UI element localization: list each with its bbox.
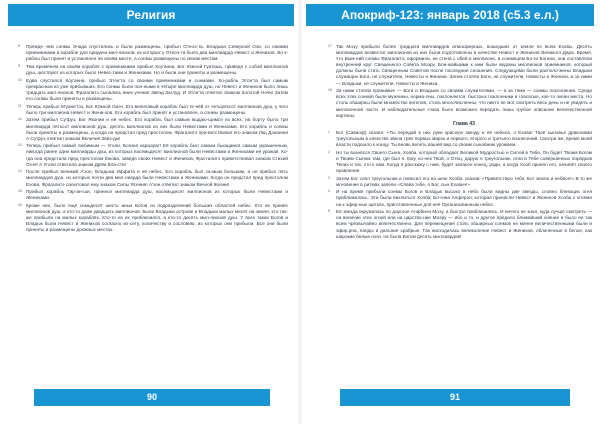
verse-text: Затем прибыл Су'фуз, Бог Яконии и её небес. Его корабль был самым выдаю-щимся из всех, на борту было три миллиарда пятьсот миллионов душ, десять миллионов из них были Невестами и Женихами. Его корабль и сонмы были приняты и размещены, а когда он предстал пред престолом, Фрагалитэ при-ветствовал его знаком Ліщ Дзнанни! А Су'фуз ответил знаком Величия Звёз-ды! [26, 117, 288, 141]
verse-number: 11 [18, 103, 22, 108]
verse [328, 149, 592, 174]
verse-text: Теперь прибыл самый любимым — Уголи, Богиня караорат! Её корабль был самым бьющимся самым украшенным, никогда ранее одни миллиарды душ, из которых восемьдесят миллионов были Невестами и Женихами её урожая. Ко-гда она предстала пред престолом Ежова, заведя своих Невест и Женихов, Фра-галитэ приветствовал знаком Стихий Огня! А Уголи ответила знаком Дрём Вла-сти! [26, 143, 288, 167]
verse-number: 4 [328, 189, 330, 194]
verse [328, 129, 592, 148]
left-page [0, 0, 298, 424]
verse-text: Прибыл корабль Гир-ан-ши, принеся миллиарда душ, восемьдесят миллионов из которых были Невестами и Женихами. [26, 189, 288, 201]
verse-number: 8 [18, 44, 20, 48]
verse-text: Прежде чем сонмы Эчада спустились и были размещены, прибыл Отеоэ-та, Владыка Северной Оэи, со своими приемниками в корабле для придачи мил-лионов, из которых у Отеоэ-та было два миллиарда Невест и Женихов. Во к-раблы был принят и установлен на своём месте, а сонмы размещены по своим местам. [26, 44, 288, 62]
verse-number: 5 [328, 209, 330, 214]
verse-text: После прибыл великий А'зон, Владыка Иффита и её небес. Его корабль был са-мым большим, и он прибыл пять миллиардов душ, из которых почти два мил-лиарда были Невестами и Женихами. Когда он предстал пред престолом Ехова, Фрагалитэ салютовал ему знаком Силы Ясения! А'зон ответил знаком Вечной Жизни! [26, 169, 288, 187]
verse [18, 44, 288, 62]
verse-number: 14 [18, 169, 22, 174]
verse-text: Тем временем на своём корабле с приемниками прибыл Коу'анна, Бог Южной Гуаташь, приведя с собой миллионов душ, шествуют из которых было Невес-тами и Женихами. Но и были они приняты и размещены. [26, 63, 288, 75]
right-page-content [328, 44, 592, 384]
verse-number: 9 [18, 63, 20, 68]
verse-number: 18 [328, 88, 332, 93]
verse-number: 2 [328, 149, 330, 154]
verse-text: И на время прибыли сонмы Богов и Владык высоко в небо были видны две звезды, словно блеющих огня приближались. Эти были вихлиться Хоэба; Бо-гина Алферон, которая принесли Невест и Женихов Хоэба с огнями на к эфир-ных щетках, приготовленные для неё Организованным небес. [336, 189, 592, 207]
verse-number: 13 [18, 143, 22, 148]
verse [18, 103, 288, 116]
verse [18, 143, 288, 167]
right-page [302, 0, 600, 424]
verse-number: 12 [18, 117, 22, 122]
verse-number: 16 [18, 203, 22, 207]
verse-number: 15 [18, 189, 22, 194]
verse [328, 88, 592, 118]
left-page-content [18, 44, 288, 384]
verse-text: Но ты вознёсся Своего Сына, Хоаба, который обладает Великой Мудростью и Силой в Тебе. Он будет Твоим Богом и Твоим Сыном там, где был я. Ему, ко-нек Твой, о Отец, дарую я треугольник, огни в Тебе совершенных порядков Твоих и тех, кто к нам. Когда я расскажу с ним, будет запасен конец, ради, а когда Хоэб принял его, начинёт своего правления. [336, 149, 592, 173]
right-page-number: 91 [340, 389, 570, 406]
verse-text: Затем Бог снял треугольник и повесил его на шею Хоэба, сказав: «Приветствую тебя, Бог земли и небёсе!» В то же мгновение в ритмах запели «Слава тебе, о Бог, сын Ехович!» [336, 175, 592, 187]
verse-text: Её звезда окружалась по дорогое Алфбион Моэу, а быстро приблизились. И ничего не знал, куда лучше смотреть — на величие этих огней или на царство-ние Моэру — ибо и то, и другое предало ближайший сияние и было ее так всем чрезвычайно величественно. Для перемещения столь обширных сонмов не менее величественными были и эфир.рна, панды и дальние храбрые. Так нисходилась великолепие Невест и Женихов, облаченные в белое, как широкие белые ноги, на была Богом десять миллиардов! [336, 209, 592, 239]
verse [18, 189, 288, 201]
verse-text: Так Моэу прибыли более тридцати миллиардов атмосферных, вошедших от земли по всем Еховы. Десять миллиардов возвестит миллионов из них были подготовлены в качестве Невест и Женихов Великого Дара. Время, что Вым-ний сонмы Фрагалитэ, оформили, не стена с обей в миллионе, в сонмищем Бо-ги Богини, они составляли внутренний круг Священного Совета Моэру. Бли-жайшими к ним были ведомы миллионов приемников, который должны были стать Священным Советом после последние сношения. Следующими были располо-жены Владыки служащих Бога, не служители, Невесты и Женихи. Затем стояли Боги, не служители, Невесты и Женихи, а за ними — Владыки, не служители, Невесты и Женихи. [336, 44, 592, 86]
verse-text: Кроме них, было ещё семьдесят шесть иных Богов из подразделений больших областей небес. Кто не принёс миллионов душ, а кто-то даже двадцать миллионов. Были Владыки острове и Владыки малых месят на земле, кто так-же прибыли на малых кораблях. Кто-то из их приблизился, а кто-то десять мил-лионов душ. У всех таких Богов и Владык были Невест и Женихов согласно их-сету, количеству и сословию, из которых они прибыли. Все они были приняты и размещены должных местах. [26, 203, 288, 233]
chapter-title: Глава 43 [452, 120, 476, 127]
verse [328, 175, 592, 188]
verse-number: 3 [328, 175, 330, 180]
verse-text: Бог (Саваоф) сказал: «Ты передай в них руки красную звезду и её небеса, о Ехова! Твоё сыновья драконами треугольным в качестве звена трёх первых мирок и первого, второго и третьего вознесений. Смотри же, время моей власти подошло к концу. Ты вновь велеть вашей вир со своим сыновним урожаем. [336, 129, 592, 147]
left-page-header: Религия [8, 4, 294, 26]
verse-text: Теперь прибыл М'уане'гоз, Бог Южной Оаэч. Его величавый корабль был те-нёй от четырёхсот миллионов душ, у чего было три миллиона Невест и Жени-хов. Его корабль был принят и установлен, а сонмы размещены. [26, 103, 288, 115]
verse-number: 10 [18, 77, 22, 82]
verse [328, 44, 592, 87]
verse [18, 117, 288, 141]
verse [328, 209, 592, 239]
verse [18, 203, 288, 233]
verse-text: За ними стояли принимые — Боги и Владыки со своими служителями, — а за теми — сонмы поклонения. Среди всех этих сонмов были мужчины, норма-лны, поклоняются, быстрых поклонники и гласатые, кое-то океан места. Но столь обширны были множество ангелов, столь многочисленны, что никто не мог смотреть весь день и не увидеть и миллионной части. И наблюдательные глаза было возможно передать лишь грубое описание величественной картины. [336, 88, 592, 118]
verse-number: 17 [328, 44, 332, 48]
left-page-number: 90 [34, 389, 270, 406]
verse [18, 77, 288, 102]
verse [328, 189, 592, 207]
verse [18, 63, 288, 76]
verse [18, 169, 288, 187]
verse-number: 1 [328, 129, 330, 134]
right-page-header: Апокриф-123: январь 2018 (с5.3 е.л.) [306, 4, 594, 26]
verse-text: Едва спустился Коу'анна, прибыл Этон'та со своими приемниками и сонмами. Ко-рабль Этон'та был самым прекрасным из уже прибывших. Его сонмы были пол-ными в четыре миллиарда душ, но Невест и Женихов было лишь тридцать мил-лионов. Фрагалитэ сыпались вниз учения Звёзд Заглуд. И Этон'та ответил Знаком Золотой Ночи! Затем его сонмы были приняты и размещены. [26, 77, 288, 101]
